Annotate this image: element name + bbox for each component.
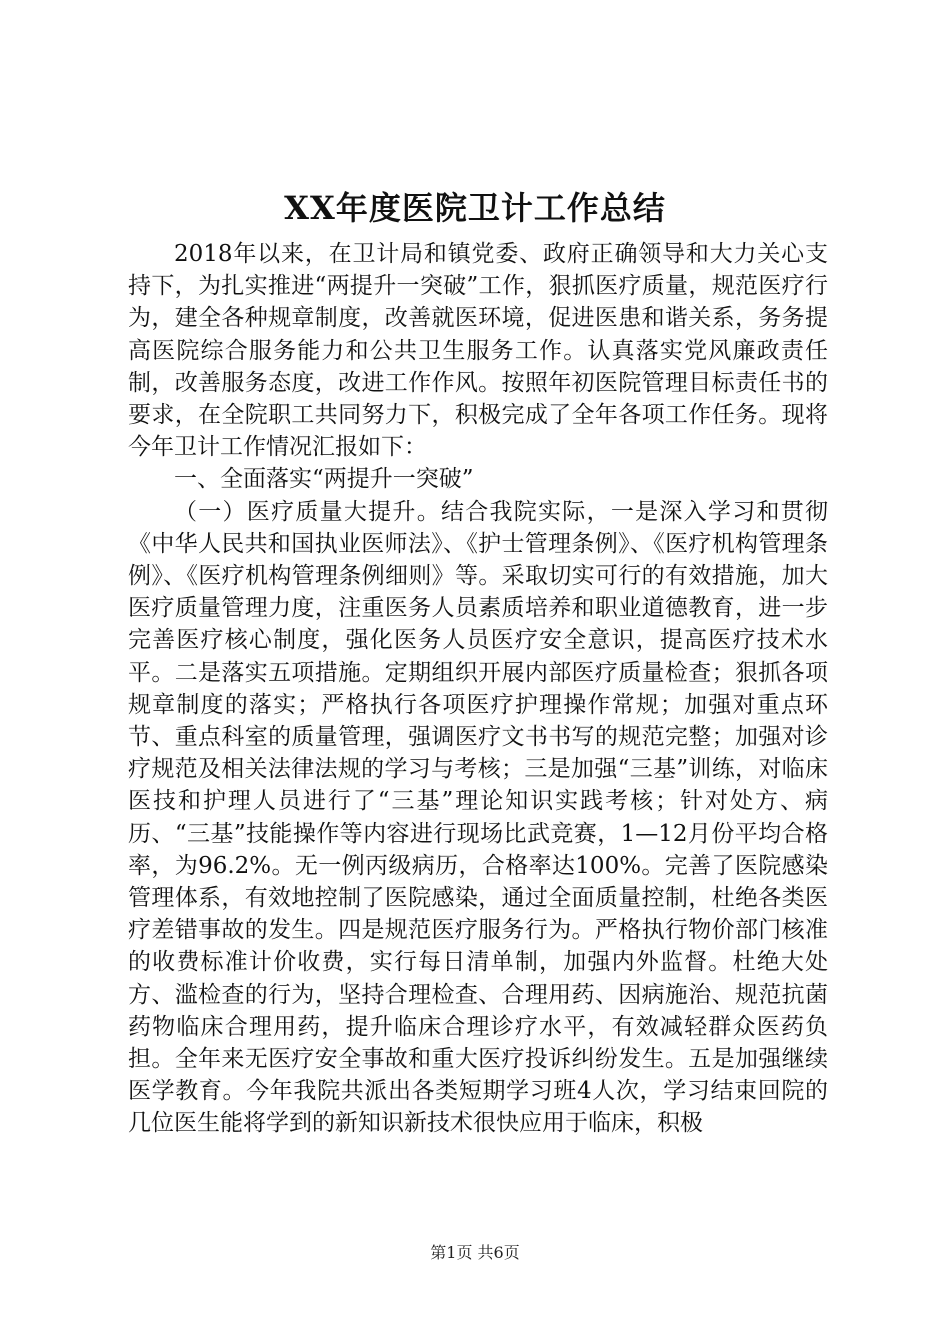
- intro-paragraph: 2018年以来，在卫计局和镇党委、政府正确领导和大力关心支持下，为扎实推进“两提升一突破”工作，狠抓医疗质量，规范医疗行为，建全各种规章制度，改善就医环境，促进医患和谐关系，务务提高医院综合服务能力和公共卫生服务工作。认真落实党风廉政责任制，改善服务态度，改进工作作风。按照年初医院管理目标责任书的要求，在全院职工共同努力下，积极完成了全年各项工作任务。现将今年卫计工作情况汇报如下：: [128, 241, 828, 461]
- document-body: [128, 238, 828, 1140]
- page-footer: 第1页 共6页: [430, 1243, 520, 1262]
- section-heading: 一、全面落实“两提升一突破”: [174, 466, 474, 493]
- subsection-paragraph: （一）医疗质量大提升。结合我院实际，一是深入学习和贯彻《中华人民共和国执业医师法》、《护士管理条例》、《医疗机构管理条例》、《医疗机构管理条例细则》等。采取切实可行的有效措施，加大医疗质量管理力度，注重医务人员素质培养和职业道德教育，进一步完善医疗核心制度，强化医务人员医疗安全意识，提高医疗技术水平。二是落实五项措施。定期组织开展内部医疗质量检查；狠抓各项规章制度的落实；严格执行各项医疗护理操作常规；加强对重点环节、重点科室的质量管理，强调医疗文书书写的规范完整；加强对诊疗规范及相关法律法规的学习与考核；三是加强“三基”训练，对临床医技和护理人员进行了“三基”理论知识实践考核；针对处方、病历、“三基”技能操作等内容进行现场比武竞赛，1—12月份平均合格率，为96.2%。无一例丙级病历，合格率达100%。完善了医院感染管理体系，有效地控制了医院感染，通过全面质量控制，杜绝各类医疗差错事故的发生。四是规范医疗服务行为。严格执行物价部门核准的收费标准计价收费，实行每日清单制，加强内外监督。杜绝大处方、滥检查的行为，坚持合理检查、合理用药、因病施治、规范抗菌药物临床合理用药，提升临床合理诊疗水平，有效减轻群众医药负担。全年来无医疗安全事故和重大医疗投诉纠纷发生。五是加强继续医学教育。今年我院共派出各类短期学习班4人次，学习结束回院的几位医生能将学到的新知识新技术很快应用于临床，积极: [128, 498, 828, 1137]
- document-title: XX年度医院卫计工作总结: [284, 189, 666, 227]
